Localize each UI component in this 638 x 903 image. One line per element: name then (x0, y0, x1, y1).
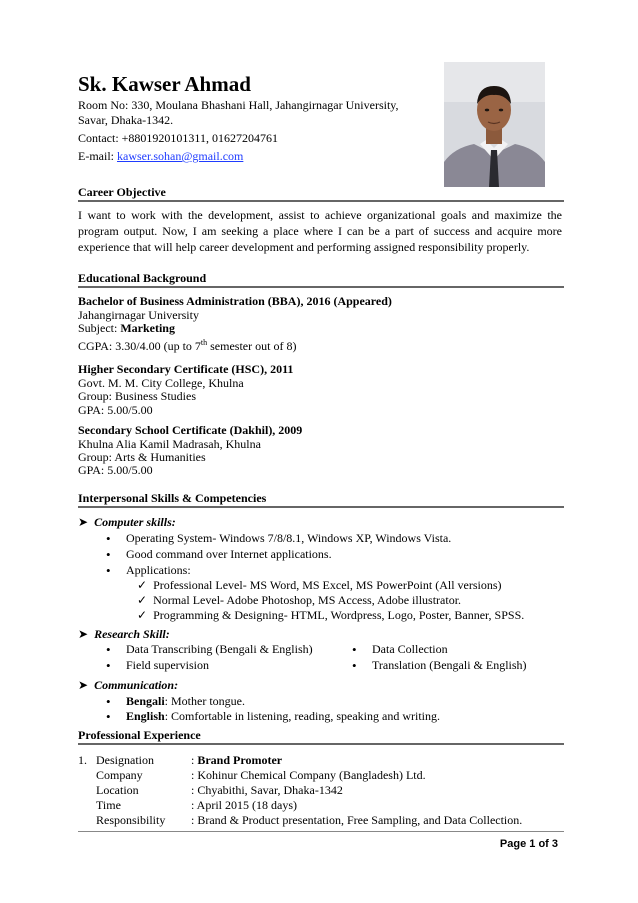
experience-value: : Chyabithi, Savar, Dhaka-1342 (191, 783, 343, 797)
education-divider (78, 286, 564, 288)
ssc-institution: Khulna Alia Kamil Madrasah, Khulna (78, 437, 261, 451)
application-item (137, 578, 502, 593)
language-proficiency: : Comfortable in listening, reading, speaking and writing. (164, 709, 440, 723)
career-objective-text: I want to work with the development, assist to achieve organizational goals and maximize the program output. Now, I am seeking a place where I can be a part of success and acquire more experience that will help career development and performing assigned responsibility properly. (78, 208, 562, 254)
designation-value: Brand Promoter (197, 753, 283, 767)
experience-label: Time (96, 798, 121, 812)
communication-item (126, 709, 440, 724)
experience-label: Responsibility (96, 813, 166, 827)
research-skill-label: Research Skill: (94, 627, 170, 641)
application-item-text: Professional Level- MS Word, MS Excel, MS PowerPoint (All versions) (153, 578, 502, 592)
address-line-2: Savar, Dhaka-1342. (78, 113, 174, 127)
email-link[interactable]: kawser.sohan@gmail.com (117, 149, 244, 163)
computer-skills-heading (78, 515, 176, 530)
experience-label: Designation (96, 753, 154, 767)
language-proficiency: : Mother tongue. (164, 694, 245, 708)
experience-value (191, 753, 282, 768)
ssc-group: Group: Arts & Humanities (78, 450, 206, 464)
bba-cgpa-post: semester out of 8) (207, 339, 297, 353)
research-skill-item: • Field supervision (126, 658, 209, 673)
experience-number: 1. (78, 753, 87, 767)
experience-heading: Professional Experience (78, 728, 201, 742)
career-objective-heading: Career Objective (78, 185, 166, 199)
career-divider (78, 200, 564, 202)
experience-value: : April 2015 (18 days) (191, 798, 297, 812)
communication-label: Communication: (94, 678, 179, 692)
bba-cgpa-sup: th (200, 338, 208, 347)
experience-value-text: : (191, 753, 198, 767)
research-skill-item: • Translation (Bengali & English) (372, 658, 527, 673)
experience-label: Location (96, 783, 139, 797)
experience-value: : Brand & Product presentation, Free Sampling, and Data Collection. (191, 813, 523, 827)
skills-heading: Interpersonal Skills & Competencies (78, 491, 267, 505)
footer-divider (78, 831, 564, 832)
email-line (78, 149, 243, 164)
language-name: Bengali (126, 694, 165, 708)
hsc-title: Higher Secondary Certificate (HSC), 2011 (78, 362, 294, 376)
arrow-bullet-icon: ➤ (78, 678, 89, 692)
communication-heading (78, 678, 178, 693)
email-label: E-mail: (78, 149, 117, 163)
language-name: English (126, 709, 165, 723)
address-line-1: Room No: 330, Moulana Bhashani Hall, Jahangirnagar University, (78, 98, 399, 112)
bba-title: Bachelor of Business Administration (BBA), 2016 (Appeared) (78, 294, 392, 308)
communication-item (126, 694, 245, 709)
check-icon: ✓ (137, 608, 148, 622)
bba-subject-label: Subject: (78, 321, 121, 335)
bba-subject (78, 321, 175, 336)
application-item-text: Programming & Designing- HTML, Wordpress, Logo, Poster, Banner, SPSS. (153, 608, 525, 622)
research-skill-item: • Data Collection (372, 642, 448, 657)
check-icon: ✓ (137, 578, 148, 592)
education-heading: Educational Background (78, 271, 207, 285)
hsc-gpa: GPA: 5.00/5.00 (78, 403, 153, 417)
computer-skill-item: • Good command over Internet applications. (126, 547, 332, 562)
computer-skills-label: Computer skills: (94, 515, 176, 529)
bba-institution: Jahangirnagar University (78, 308, 199, 322)
application-item-text: Normal Level- Adobe Photoshop, MS Access, Adobe illustrator. (153, 593, 462, 607)
contact-line: Contact: +8801920101311, 01627204761 (78, 131, 278, 145)
experience-divider (78, 743, 564, 745)
arrow-bullet-icon: ➤ (78, 515, 89, 529)
resume-name: Sk. Kawser Ahmad (78, 72, 251, 96)
experience-label: Company (96, 768, 143, 782)
computer-skill-item: • Applications: (126, 563, 191, 578)
profile-photo (444, 62, 545, 187)
bba-cgpa-pre: CGPA: 3.30/4.00 (up to 7 (78, 339, 201, 353)
profile-photo-illustration (444, 62, 545, 187)
application-item (137, 608, 524, 623)
hsc-group: Group: Business Studies (78, 389, 197, 403)
page-number: Page 1 of 3 (499, 838, 558, 850)
ssc-title: Secondary School Certificate (Dakhil), 2009 (78, 423, 303, 437)
arrow-bullet-icon: ➤ (78, 627, 89, 641)
ssc-gpa: GPA: 5.00/5.00 (78, 463, 153, 477)
application-item (137, 593, 461, 608)
hsc-institution: Govt. M. M. City College, Khulna (78, 376, 244, 390)
check-icon: ✓ (137, 593, 148, 607)
bba-cgpa (78, 335, 296, 354)
experience-value: : Kohinur Chemical Company (Bangladesh) Ltd. (191, 768, 426, 782)
bba-subject-value: Marketing (120, 321, 175, 335)
research-skill-heading (78, 627, 170, 642)
skills-divider (78, 506, 564, 508)
computer-skill-item: • Operating System- Windows 7/8/8.1, Windows XP, Windows Vista. (126, 531, 451, 546)
research-skill-item: • Data Transcribing (Bengali & English) (126, 642, 313, 657)
